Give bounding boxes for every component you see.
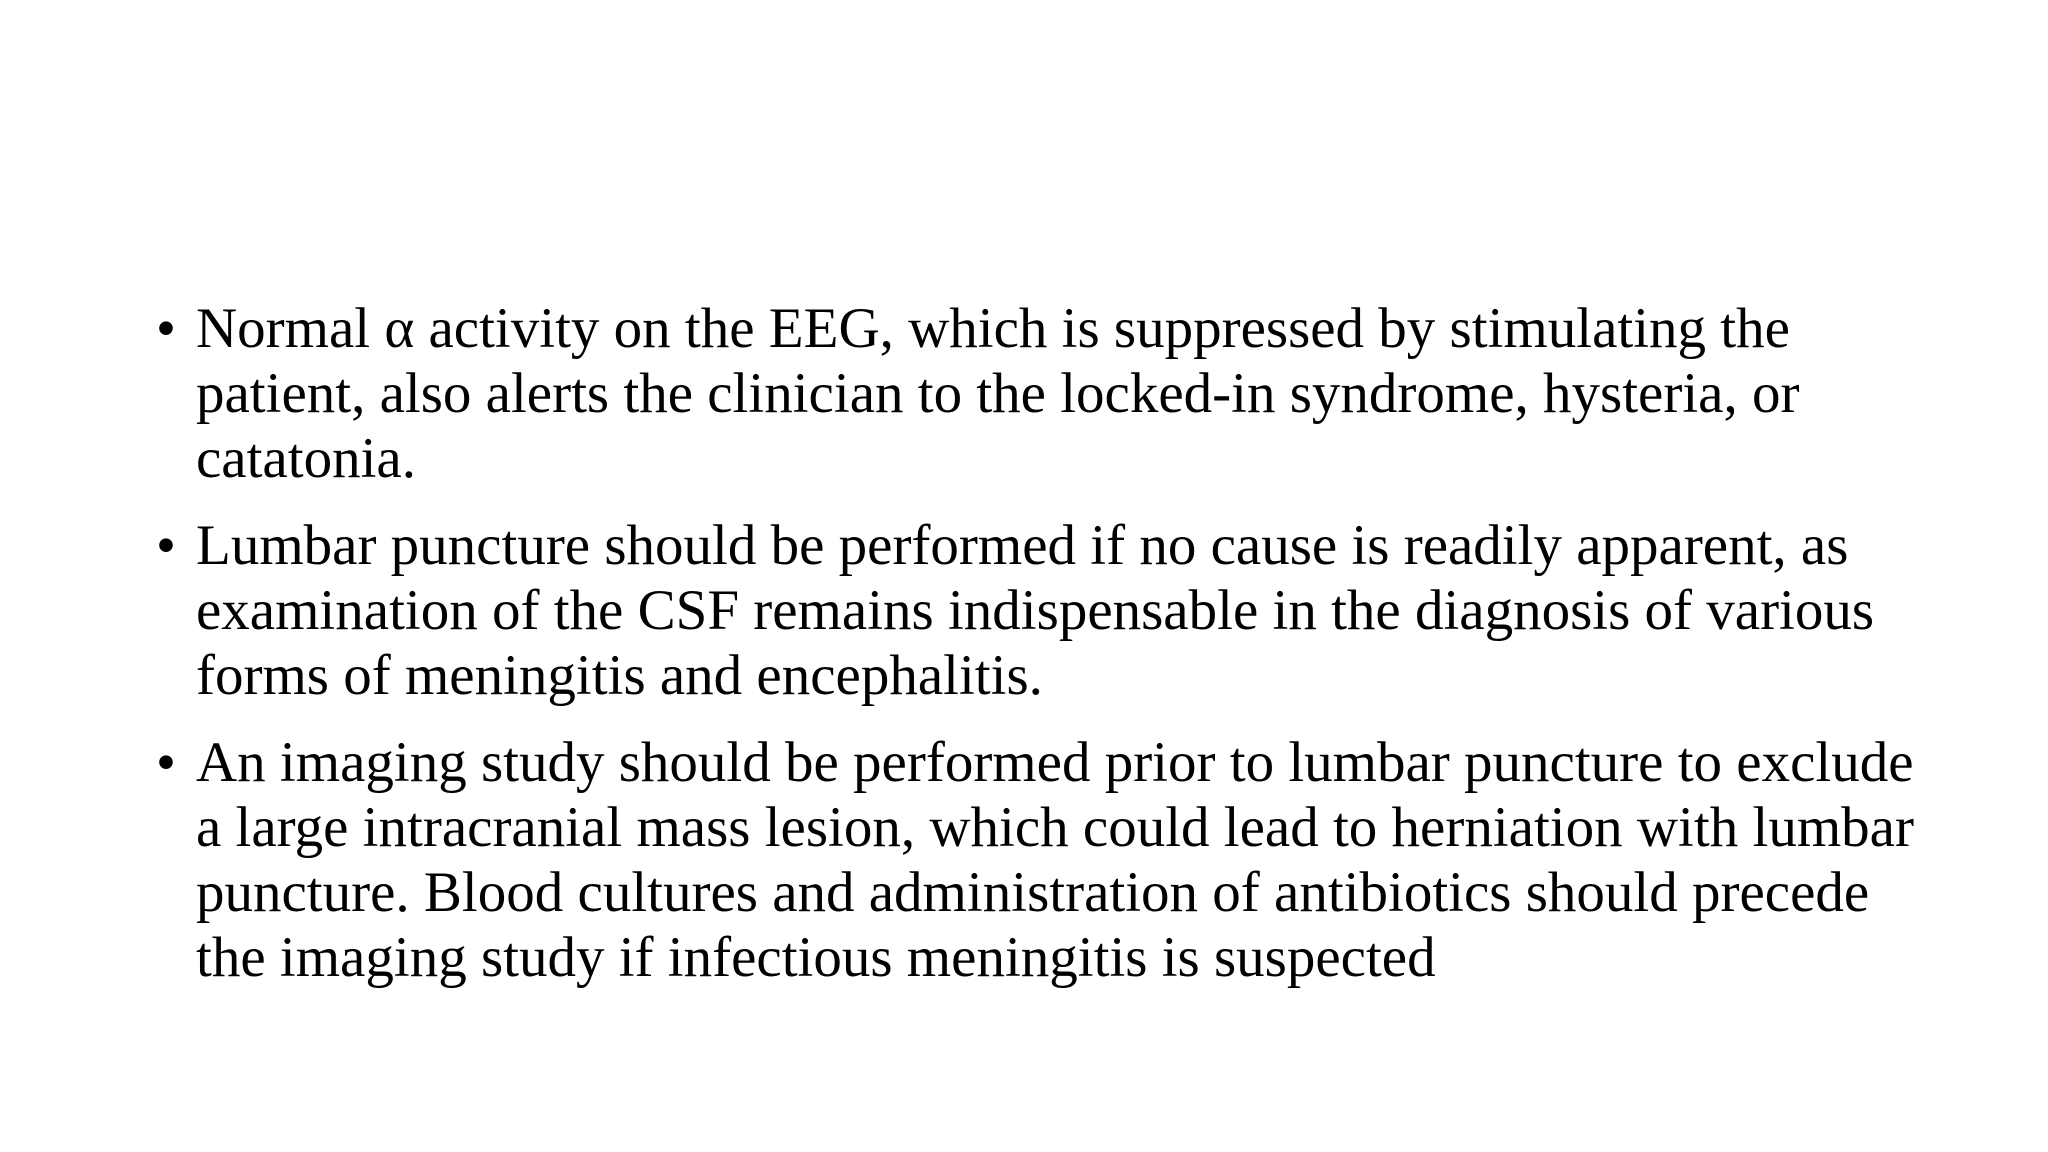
slide-body <box>156 296 1916 1012</box>
bullet-text: Lumbar puncture should be performed if no cause is readily apparent, as examination of the CSF remains indispensable in the diagnosis of various forms of meningitis and encephalitis. <box>196 514 1875 707</box>
bullet-item-eeg <box>156 296 1916 491</box>
bullet-list <box>156 296 1916 990</box>
bullet-text: An imaging study should be performed prior to lumbar puncture to exclude a large intracranial mass lesion, which could lead to herniation with lumbar puncture. Blood cultures and administration of antibiotics should precede the imaging study if infectious meningitis is suspected <box>196 731 1914 989</box>
bullet-icon: • <box>156 731 176 794</box>
bullet-item-imaging-study <box>156 730 1916 990</box>
bullet-icon: • <box>156 297 176 360</box>
bullet-text: Normal α activity on the EEG, which is suppressed by stimulating the patient, also alerts the clinician to the locked-in syndrome, hysteria, or catatonia. <box>196 297 1800 490</box>
bullet-icon: • <box>156 514 176 577</box>
bullet-item-lumbar-puncture <box>156 513 1916 708</box>
